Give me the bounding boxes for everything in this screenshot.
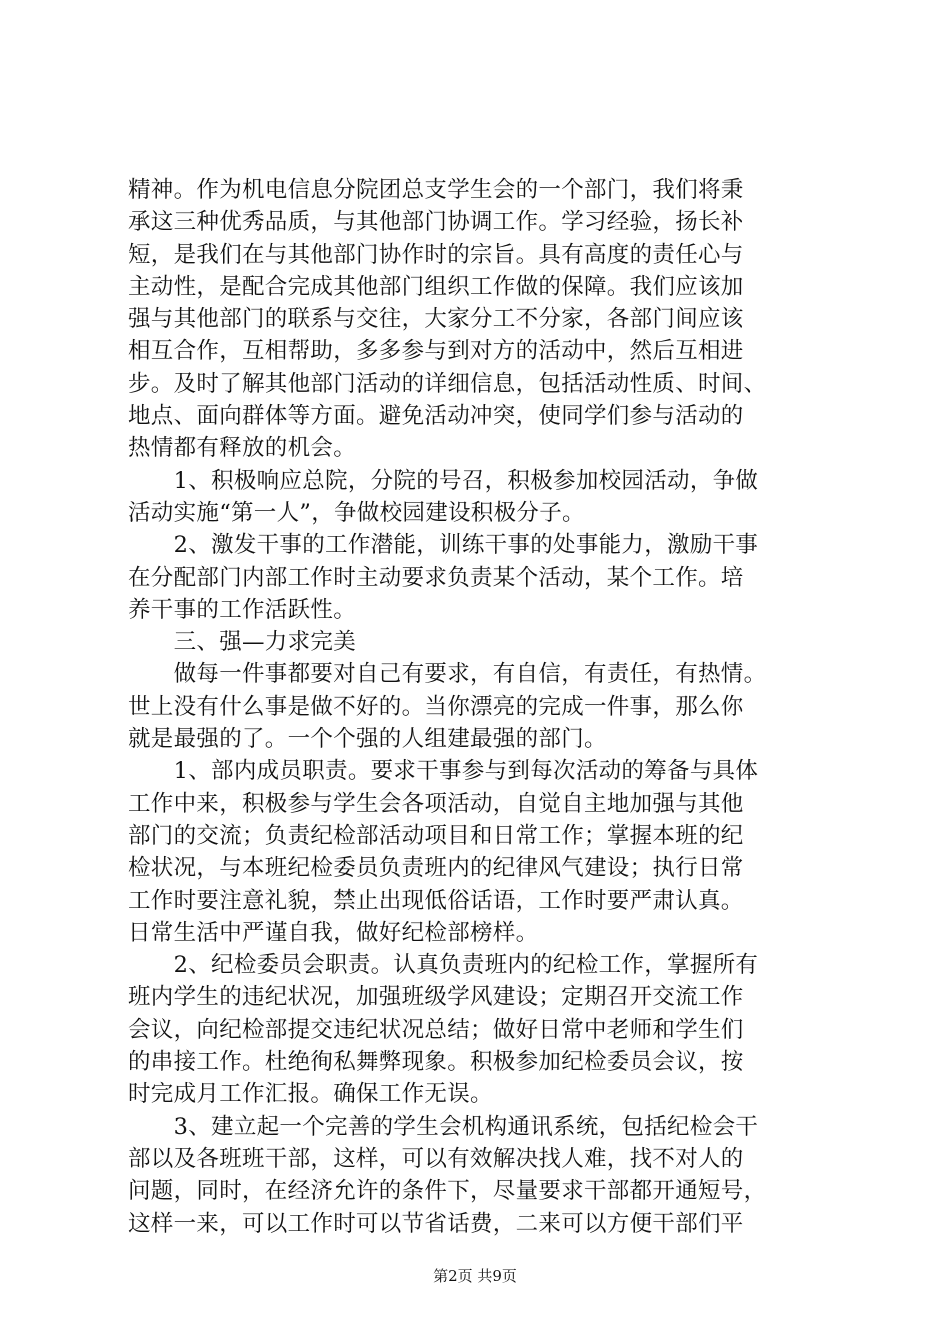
text-line: 日常生活中严谨自我，做好纪检部榜样。	[128, 919, 539, 946]
text-line: 世上没有什么事是做不好的。当你漂亮的完成一件事，那么你	[128, 693, 744, 720]
text-line: 就是最强的了。一个个强的人组建最强的部门。	[128, 726, 607, 753]
text-line: 部以及各班班干部，这样，可以有效解决找人难，找不对人的	[128, 1145, 744, 1172]
text-line: 1、积极响应总院，分院的号召，积极参加校园活动，争做	[128, 467, 759, 494]
text-line: 活动实施“第一人”，争做校园建设积极分子。	[128, 499, 585, 526]
text-line: 2、纪检委员会职责。认真负责班内的纪检工作，掌握所有	[128, 952, 759, 979]
text-line: 热情都有释放的机会。	[128, 435, 357, 462]
text-line: 做每一件事都要对自己有要求，有自信，有责任，有热情。	[128, 661, 767, 688]
text-line: 强与其他部门的联系与交往，大家分工不分家，各部门间应该	[128, 306, 744, 333]
text-line: 承这三种优秀品质，与其他部门协调工作。学习经验，扬长补	[128, 209, 744, 236]
text-line: 主动性，是配合完成其他部门组织工作做的保障。我们应该加	[128, 273, 744, 300]
document-body	[128, 174, 840, 1240]
text-line: 这样一来，可以工作时可以节省话费，二来可以方便干部们平	[128, 1210, 744, 1237]
text-line: 班内学生的违纪状况，加强班级学风建设；定期召开交流工作	[128, 984, 744, 1011]
text-line: 在分配部门内部工作时主动要求负责某个活动，某个工作。培	[128, 564, 744, 591]
page-footer: 第2页 共9页	[433, 1267, 517, 1285]
text-line: 时完成月工作汇报。确保工作无误。	[128, 1081, 493, 1108]
text-line: 工作时要注意礼貌，禁止出现低俗话语，工作时要严肃认真。	[128, 887, 744, 914]
text-line: 三、强—力求完美	[128, 629, 357, 656]
text-line: 部门的交流；负责纪检部活动项目和日常工作；掌握本班的纪	[128, 822, 744, 849]
text-line: 精神。作为机电信息分院团总支学生会的一个部门，我们将秉	[128, 177, 744, 203]
text-line: 问题，同时，在经济允许的条件下，尽量要求干部都开通短号，	[128, 1178, 767, 1205]
text-line: 检状况，与本班纪检委员负责班内的纪律风气建设；执行日常	[128, 855, 744, 882]
text-line: 养干事的工作活跃性。	[128, 596, 357, 623]
text-line: 1、部内成员职责。要求干事参与到每次活动的筹备与具体	[128, 758, 759, 785]
text-line: 步。及时了解其他部门活动的详细信息，包括活动性质、时间、	[128, 370, 767, 397]
text-line: 会议，向纪检部提交违纪状况总结；做好日常中老师和学生们	[128, 1016, 744, 1043]
text-line: 短，是我们在与其他部门协作时的宗旨。具有高度的责任心与	[128, 241, 744, 268]
text-line: 地点、面向群体等方面。避免活动冲突，使同学们参与活动的	[128, 403, 744, 430]
text-line: 3、建立起一个完善的学生会机构通讯系统，包括纪检会干	[128, 1113, 759, 1140]
text-line: 2、激发干事的工作潜能，训练干事的处事能力，激励干事	[128, 532, 759, 559]
text-line: 工作中来，积极参与学生会各项活动，自觉自主地加强与其他	[128, 790, 744, 817]
text-line: 相互合作，互相帮助，多多参与到对方的活动中，然后互相进	[128, 338, 744, 365]
text-line: 的串接工作。杜绝徇私舞弊现象。积极参加纪检委员会议，按	[128, 1049, 744, 1076]
